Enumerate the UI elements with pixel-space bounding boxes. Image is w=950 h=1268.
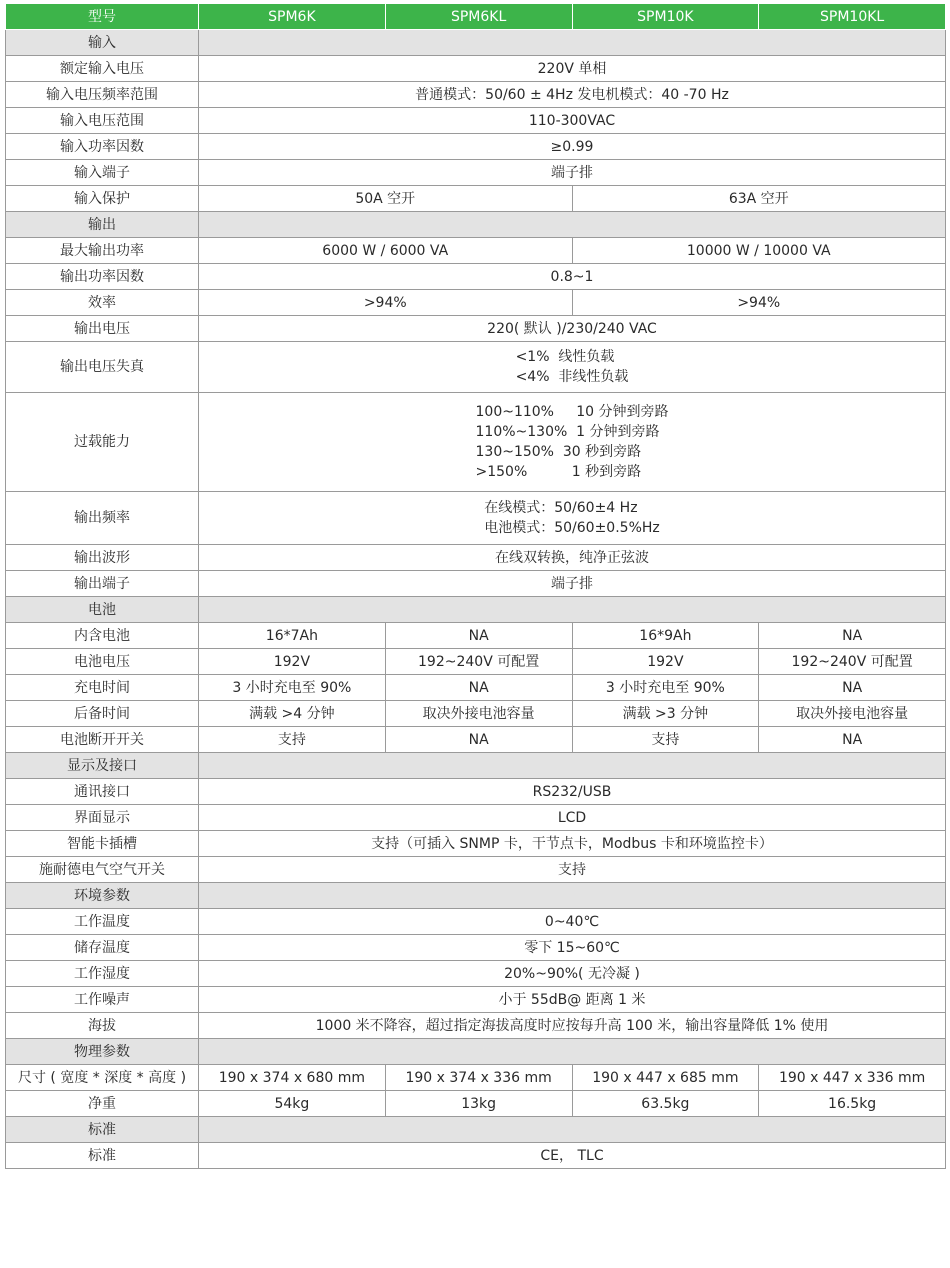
model-header: SPM10K — [572, 4, 759, 30]
spec-value: RS232/USB — [199, 779, 946, 805]
spec-value-line: <4% 非线性负载 — [515, 369, 629, 385]
section-fill — [199, 1117, 946, 1143]
spec-value-line: 电池模式：50/60±0.5%Hz — [484, 520, 660, 536]
section-fill — [199, 1039, 946, 1065]
spec-row — [6, 1143, 946, 1169]
spec-label: 额定输入电压 — [6, 56, 199, 82]
spec-value-line: 100~110% 10 分钟到旁路 — [475, 404, 669, 420]
spec-value — [199, 393, 946, 492]
spec-value: 192~240V 可配置 — [759, 649, 946, 675]
spec-label: 输出端子 — [6, 571, 199, 597]
spec-value: 零下 15~60℃ — [199, 935, 946, 961]
header-row — [6, 4, 946, 30]
spec-row — [6, 727, 946, 753]
spec-value: 支持（可插入 SNMP 卡，干节点卡，Modbus 卡和环境监控卡） — [199, 831, 946, 857]
spec-value: 54kg — [199, 1091, 386, 1117]
spec-value-line: 在线模式：50/60±4 Hz — [484, 500, 638, 516]
section-row — [6, 212, 946, 238]
spec-value-lines — [516, 347, 629, 387]
spec-row — [6, 82, 946, 108]
spec-value — [199, 342, 946, 393]
spec-row — [6, 857, 946, 883]
spec-value-line: 130~150% 30 秒到旁路 — [475, 444, 642, 460]
spec-value: 63.5kg — [572, 1091, 759, 1117]
spec-label: 尺寸 ( 宽度 * 深度 * 高度 ) — [6, 1065, 199, 1091]
spec-label: 输出波形 — [6, 545, 199, 571]
spec-value: 支持 — [199, 857, 946, 883]
model-header: SPM6KL — [385, 4, 572, 30]
spec-label: 智能卡插槽 — [6, 831, 199, 857]
spec-row — [6, 393, 946, 492]
spec-label: 输出电压失真 — [6, 342, 199, 393]
section-row — [6, 597, 946, 623]
spec-label: 输入电压频率范围 — [6, 82, 199, 108]
section-row — [6, 883, 946, 909]
spec-row — [6, 649, 946, 675]
spec-label: 输入功率因数 — [6, 134, 199, 160]
spec-row — [6, 264, 946, 290]
spec-value: 220( 默认 )/230/240 VAC — [199, 316, 946, 342]
spec-value: 取决外接电池容量 — [759, 701, 946, 727]
spec-label: 标准 — [6, 1143, 199, 1169]
spec-row — [6, 987, 946, 1013]
spec-value: NA — [385, 623, 572, 649]
spec-label: 输出功率因数 — [6, 264, 199, 290]
spec-value: 190 x 447 x 336 mm — [759, 1065, 946, 1091]
spec-row — [6, 831, 946, 857]
section-title: 环境参数 — [6, 883, 199, 909]
spec-label: 输入端子 — [6, 160, 199, 186]
section-title: 输入 — [6, 30, 199, 56]
spec-row — [6, 108, 946, 134]
spec-row — [6, 545, 946, 571]
spec-label: 后备时间 — [6, 701, 199, 727]
spec-label: 充电时间 — [6, 675, 199, 701]
spec-value: NA — [759, 727, 946, 753]
spec-value: ≥0.99 — [199, 134, 946, 160]
spec-value: 支持 — [572, 727, 759, 753]
section-title: 输出 — [6, 212, 199, 238]
spec-value: 190 x 374 x 336 mm — [385, 1065, 572, 1091]
spec-value — [199, 492, 946, 545]
spec-label: 输入电压范围 — [6, 108, 199, 134]
spec-row — [6, 160, 946, 186]
spec-label: 界面显示 — [6, 805, 199, 831]
spec-value-line: >150% 1 秒到旁路 — [475, 464, 642, 480]
spec-row — [6, 701, 946, 727]
spec-row — [6, 342, 946, 393]
spec-value: 192~240V 可配置 — [385, 649, 572, 675]
spec-value: 63A 空开 — [572, 186, 946, 212]
spec-row — [6, 1065, 946, 1091]
spec-value: NA — [385, 727, 572, 753]
spec-value-line: <1% 线性负载 — [515, 349, 615, 365]
section-fill — [199, 597, 946, 623]
spec-row — [6, 238, 946, 264]
spec-value: 普通模式：50/60 ± 4Hz 发电机模式：40 -70 Hz — [199, 82, 946, 108]
spec-label: 效率 — [6, 290, 199, 316]
spec-value: LCD — [199, 805, 946, 831]
spec-label: 输入保护 — [6, 186, 199, 212]
spec-value: 取决外接电池容量 — [385, 701, 572, 727]
section-title: 显示及接口 — [6, 753, 199, 779]
spec-label: 工作湿度 — [6, 961, 199, 987]
spec-label: 输出电压 — [6, 316, 199, 342]
spec-label: 过载能力 — [6, 393, 199, 492]
spec-row — [6, 1013, 946, 1039]
spec-value: 0~40℃ — [199, 909, 946, 935]
section-row — [6, 1117, 946, 1143]
section-fill — [199, 30, 946, 56]
spec-value: >94% — [199, 290, 573, 316]
spec-value: 20%~90%( 无冷凝 ) — [199, 961, 946, 987]
spec-row — [6, 935, 946, 961]
spec-label: 净重 — [6, 1091, 199, 1117]
spec-table — [5, 4, 946, 1169]
spec-row — [6, 909, 946, 935]
spec-value: 3 小时充电至 90% — [572, 675, 759, 701]
spec-row — [6, 290, 946, 316]
spec-value: 端子排 — [199, 571, 946, 597]
spec-value: 满载 >3 分钟 — [572, 701, 759, 727]
spec-value: CE， TLC — [199, 1143, 946, 1169]
spec-value: NA — [759, 675, 946, 701]
model-header: SPM10KL — [759, 4, 946, 30]
spec-value: 50A 空开 — [199, 186, 573, 212]
spec-value: 小于 55dB@ 距离 1 米 — [199, 987, 946, 1013]
spec-value-lines — [484, 498, 660, 538]
spec-row — [6, 805, 946, 831]
spec-row — [6, 675, 946, 701]
spec-value: 满载 >4 分钟 — [199, 701, 386, 727]
spec-label: 储存温度 — [6, 935, 199, 961]
spec-value: NA — [759, 623, 946, 649]
spec-row — [6, 134, 946, 160]
spec-value: 110-300VAC — [199, 108, 946, 134]
spec-row — [6, 779, 946, 805]
spec-value: 在线双转换，纯净正弦波 — [199, 545, 946, 571]
spec-value: 16.5kg — [759, 1091, 946, 1117]
spec-value: 190 x 447 x 685 mm — [572, 1065, 759, 1091]
spec-row — [6, 316, 946, 342]
spec-value: 192V — [199, 649, 386, 675]
spec-value: 190 x 374 x 680 mm — [199, 1065, 386, 1091]
spec-label: 海拔 — [6, 1013, 199, 1039]
spec-label: 施耐德电气空气开关 — [6, 857, 199, 883]
section-row — [6, 30, 946, 56]
section-row — [6, 753, 946, 779]
spec-value: 0.8~1 — [199, 264, 946, 290]
section-fill — [199, 753, 946, 779]
spec-value-lines — [476, 402, 669, 482]
spec-value-line: 110%~130% 1 分钟到旁路 — [475, 424, 660, 440]
spec-label: 通讯接口 — [6, 779, 199, 805]
spec-value: NA — [385, 675, 572, 701]
spec-value: 13kg — [385, 1091, 572, 1117]
section-title: 标准 — [6, 1117, 199, 1143]
spec-value: >94% — [572, 290, 946, 316]
spec-label: 电池电压 — [6, 649, 199, 675]
spec-label: 电池断开开关 — [6, 727, 199, 753]
spec-row — [6, 1091, 946, 1117]
spec-value: 10000 W / 10000 VA — [572, 238, 946, 264]
spec-value: 3 小时充电至 90% — [199, 675, 386, 701]
spec-value: 6000 W / 6000 VA — [199, 238, 573, 264]
spec-row — [6, 492, 946, 545]
spec-label: 内含电池 — [6, 623, 199, 649]
spec-row — [6, 623, 946, 649]
spec-value: 220V 单相 — [199, 56, 946, 82]
spec-value: 支持 — [199, 727, 386, 753]
header-label: 型号 — [6, 4, 199, 30]
spec-body — [6, 30, 946, 1169]
spec-value: 192V — [572, 649, 759, 675]
spec-row — [6, 56, 946, 82]
spec-value: 端子排 — [199, 160, 946, 186]
section-title: 物理参数 — [6, 1039, 199, 1065]
spec-label: 工作噪声 — [6, 987, 199, 1013]
spec-value: 16*7Ah — [199, 623, 386, 649]
section-title: 电池 — [6, 597, 199, 623]
spec-label: 最大输出功率 — [6, 238, 199, 264]
spec-value: 1000 米不降容，超过指定海拔高度时应按每升高 100 米，输出容量降低 1% 使用 — [199, 1013, 946, 1039]
spec-row — [6, 961, 946, 987]
spec-label: 输出频率 — [6, 492, 199, 545]
spec-label: 工作温度 — [6, 909, 199, 935]
section-fill — [199, 883, 946, 909]
spec-row — [6, 571, 946, 597]
section-fill — [199, 212, 946, 238]
spec-value: 16*9Ah — [572, 623, 759, 649]
spec-row — [6, 186, 946, 212]
section-row — [6, 1039, 946, 1065]
model-header: SPM6K — [199, 4, 386, 30]
